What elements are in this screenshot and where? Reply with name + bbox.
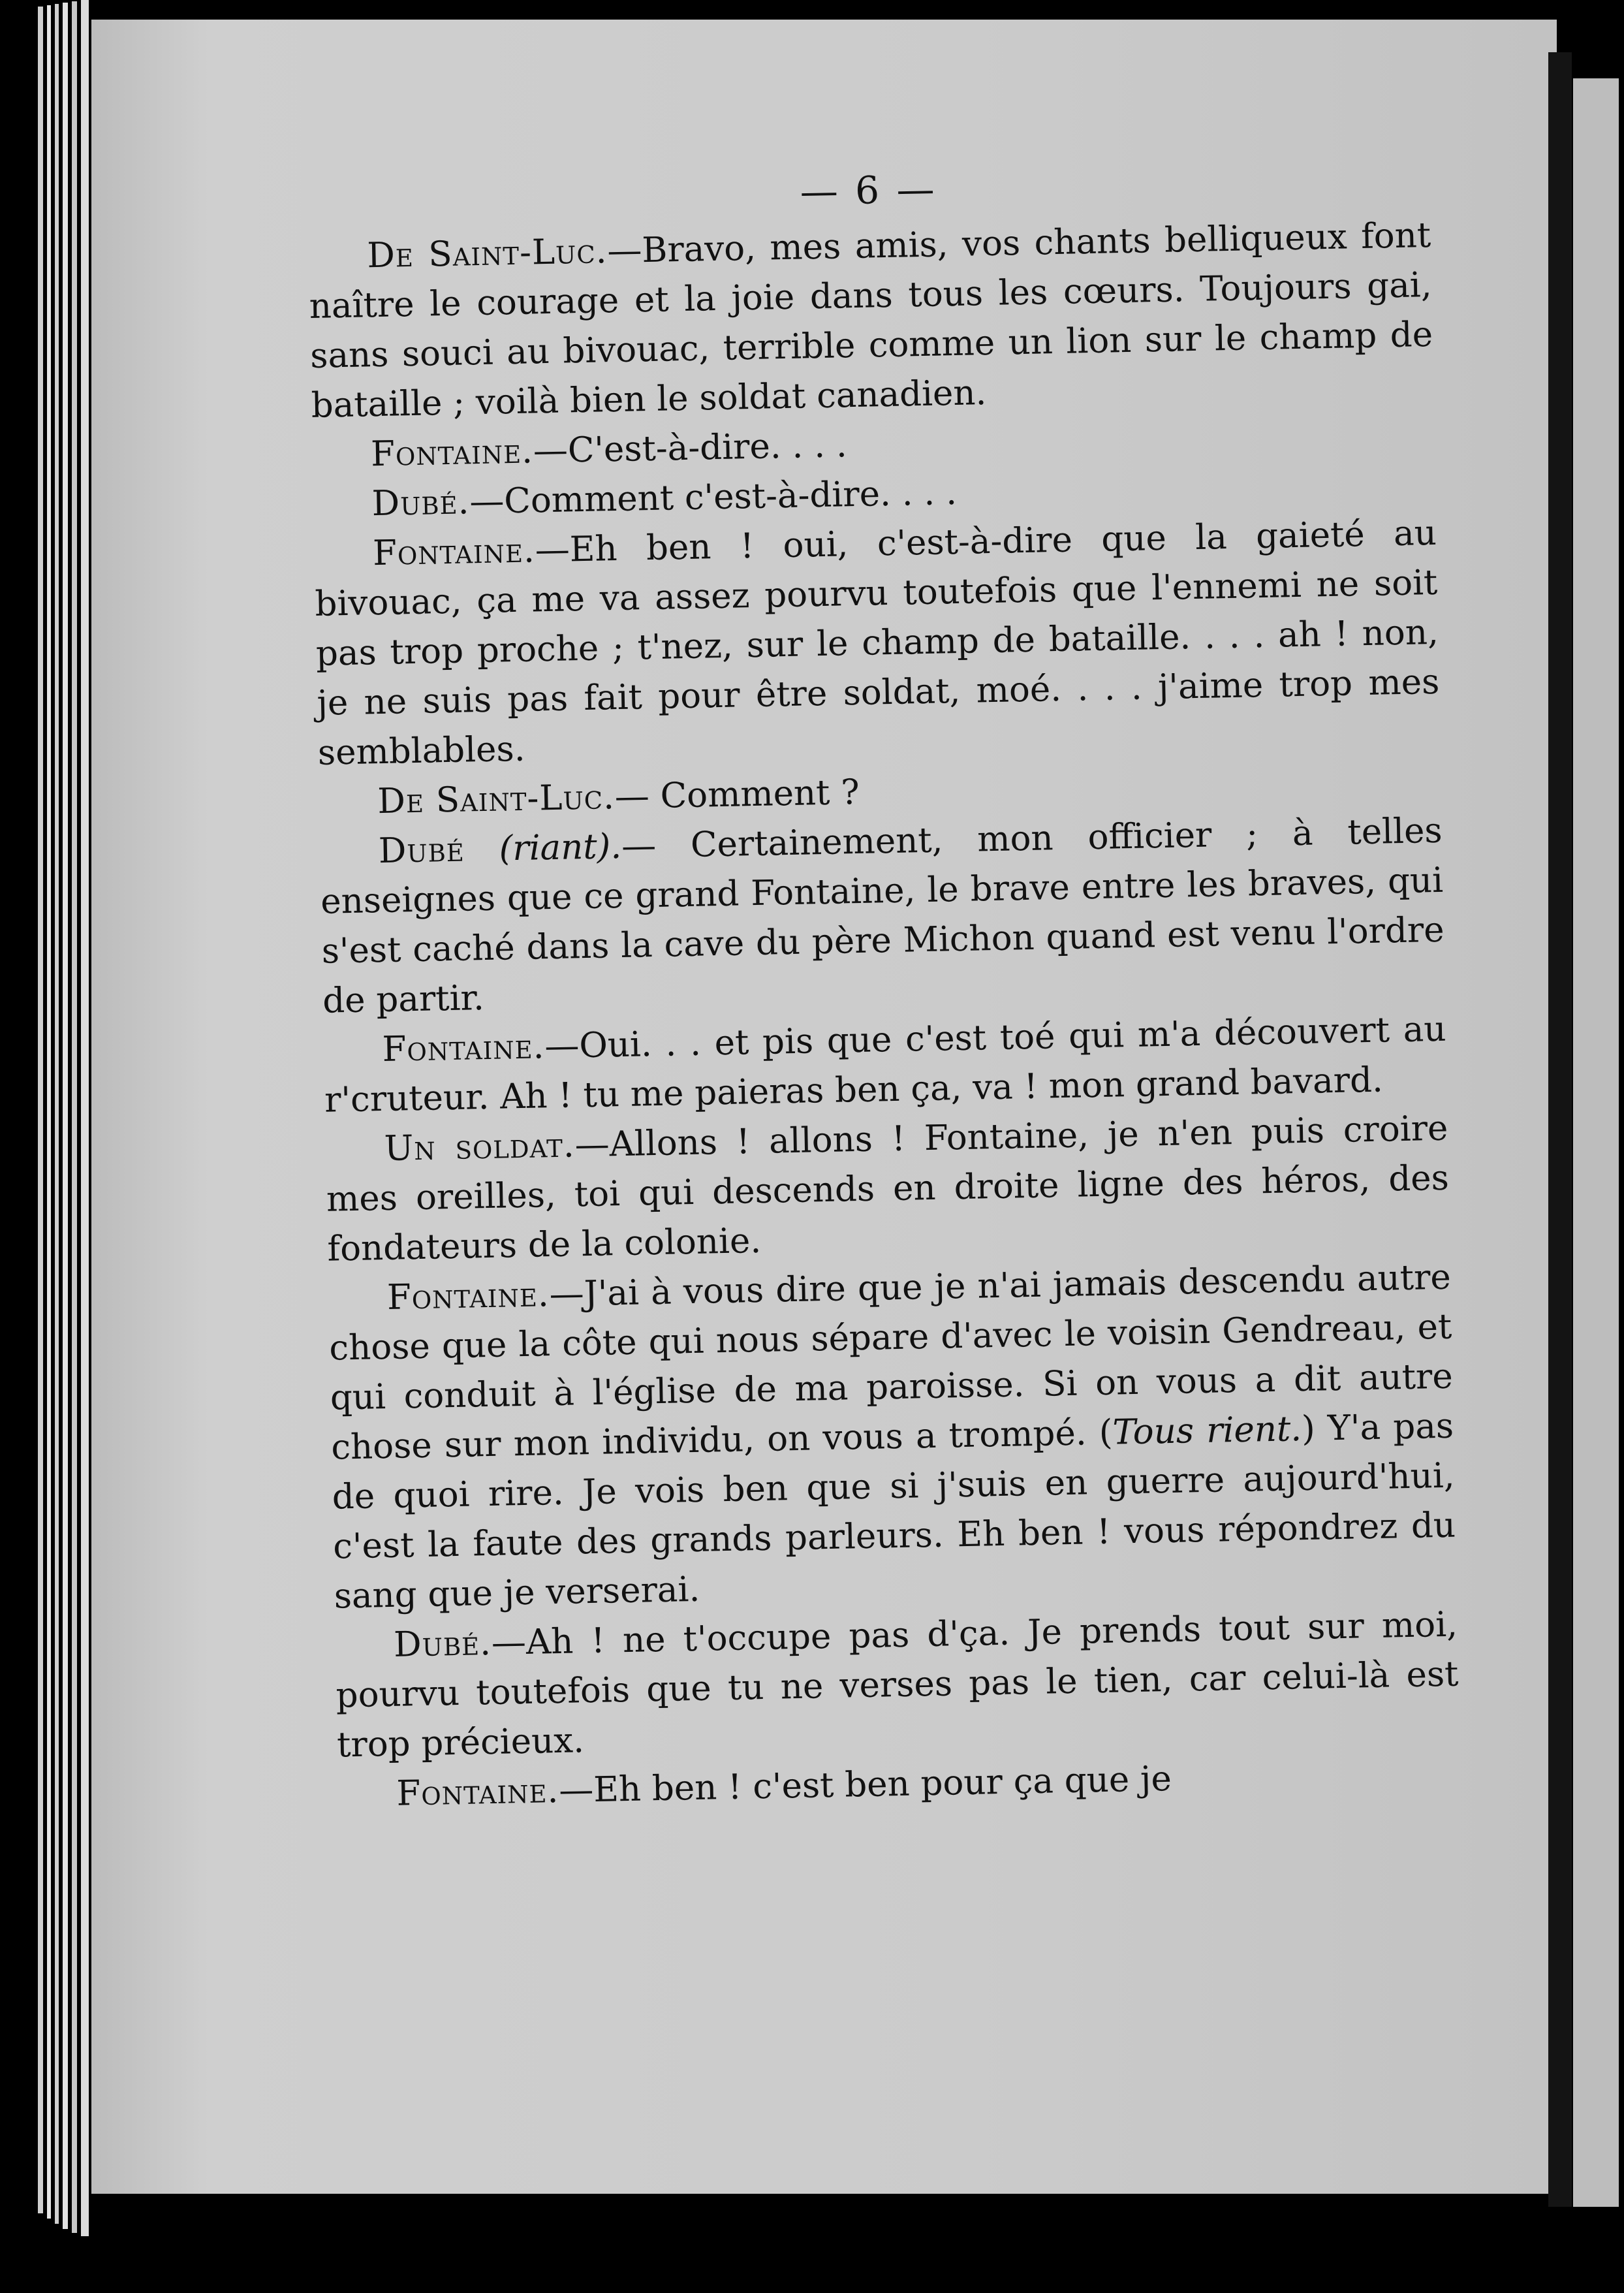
page-edge	[72, 1, 77, 2233]
page-content	[307, 155, 1461, 1820]
book-gutter	[1548, 52, 1572, 2207]
page-edge	[38, 7, 43, 2213]
page-number: — 6 —	[800, 166, 938, 214]
facing-page-edge	[1573, 78, 1619, 2207]
dialogue-text: —Comment c'est-à-dire. . . .	[469, 472, 958, 522]
speaker-name: Fontaine.	[386, 1274, 550, 1318]
dialogue-text: —Allons ! allons ! Fontaine, je n'en puis croire mes oreilles, toi qui descends en droite ligne des héros, des fondateurs de la colonie.	[326, 1108, 1450, 1269]
dialogue-text: —Ah ! ne t'occupe pas d'ça. Je prends tout sur moi, pourvu toutefois que tu ne verses pas le tien, car celui-là est trop précieux.	[336, 1604, 1459, 1765]
dialogue-text: —C'est-à-dire. . . .	[533, 425, 848, 471]
speaker-name: Dubé	[378, 829, 465, 872]
stage-direction: Tous rient.	[1112, 1409, 1302, 1453]
dialogue-paragraph	[308, 211, 1435, 431]
dialogue-text: ) Y'a pas de quoi rire. Je vois ben que si j'suis en guerre aujourd'hui, c'est la faute des grands parleurs. Eh ben ! vous répondrez du sang que je verserai.	[332, 1406, 1456, 1617]
speaker-name: Un soldat.	[384, 1125, 576, 1169]
page-edge	[81, 0, 89, 2236]
page-edge	[63, 3, 68, 2229]
dialogue-paragraph	[313, 509, 1441, 778]
page-edge	[55, 4, 59, 2224]
dialogue-paragraph	[325, 1104, 1450, 1274]
dialogue-paragraph	[328, 1253, 1457, 1622]
speaker-name: De Saint-Luc.	[366, 231, 608, 276]
dialogue-text: —J'ai à vous dire que je n'ai jamais descendu autre chose que la côte qui nous sépare d'avec le voisin Gendreau, et qui conduit à l'église de ma paroisse. Si on vous a dit autre chose sur mon individu, on vous a trompé. (	[328, 1257, 1454, 1468]
dialogue-text: — Certainement, mon officier ; à telles enseignes que ce grand Fontaine, le brave entre les braves, qui s'est caché dans la cave du père Michon quand est venu l'ordre de partir.	[320, 810, 1445, 1021]
speaker-name: Fontaine.	[372, 530, 536, 574]
dialogue-text: — Comment ?	[614, 772, 860, 817]
dialogue-text: —Bravo, mes amis, vos chants belliqueux font naître le courage et la joie dans tous les cœurs. Toujours gai, sans souci au bivouac, terrible comme un lion sur le champ de bataille ; voilà bien le soldat canadien.	[309, 215, 1433, 426]
stage-direction: (riant).	[499, 826, 622, 869]
dialogue-paragraph	[335, 1600, 1460, 1771]
speaker-name: Fontaine.	[382, 1026, 545, 1070]
dialogue-text: —Eh ben ! c'est ben pour ça que je	[558, 1759, 1172, 1811]
speaker-name: Dubé.	[371, 482, 470, 524]
speaker-name: Fontaine.	[396, 1771, 559, 1814]
page-edge	[47, 5, 51, 2219]
dialogue-paragraph	[319, 806, 1446, 1026]
dialogue-text: —Oui. . . et pis que c'est toé qui m'a découvert au r'cruteur. Ah ! tu me paieras ben ça, va ! mon grand bavard.	[324, 1009, 1446, 1120]
speaker-name: Fontaine.	[370, 431, 534, 475]
dialogue-text: —Eh ben ! oui, c'est-à-dire que la gaieté au bivouac, ça me va assez pourvu toutefois que l'ennemi ne soit pas trop proche ; t'nez, sur le champ de bataille. . . . ah ! non, je ne suis pas fait pour être soldat, moé. . . . j'aime trop mes semblables.	[314, 513, 1440, 773]
speaker-name: De Saint-Luc.	[377, 777, 616, 822]
speaker-name: Dubé.	[393, 1622, 492, 1665]
